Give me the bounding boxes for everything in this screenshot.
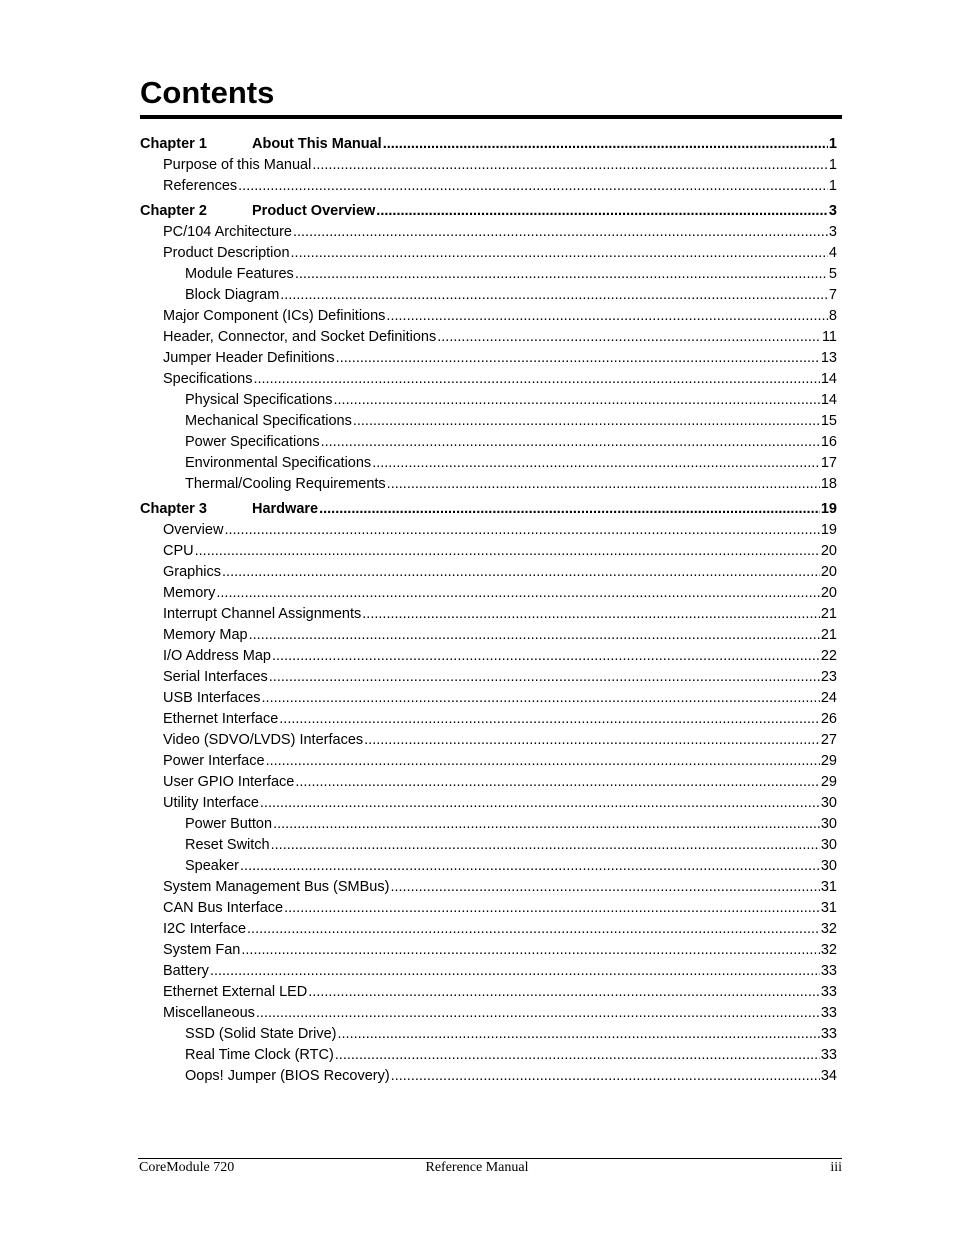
toc-page-number: 17 <box>820 455 837 471</box>
toc-entry[interactable] <box>140 285 837 306</box>
toc-chapter-number: Chapter 3 <box>140 501 207 517</box>
toc-dot-leader <box>216 583 819 604</box>
toc-entry-title: Miscellaneous <box>163 1005 255 1021</box>
toc-entry[interactable] <box>140 898 837 919</box>
toc-entry[interactable] <box>140 541 837 562</box>
toc-page-number: 14 <box>820 371 837 387</box>
toc-page-number: 20 <box>820 585 837 601</box>
toc-page-number: 31 <box>820 900 837 916</box>
toc-page-number: 32 <box>820 942 837 958</box>
toc-entry-title: Purpose of this Manual <box>163 157 312 173</box>
toc-entry-title: Hardware <box>252 501 319 517</box>
toc-chapter-entry[interactable] <box>140 499 837 520</box>
toc-entry[interactable] <box>140 583 837 604</box>
toc-page-number: 8 <box>828 308 837 324</box>
toc-page-number: 29 <box>820 753 837 769</box>
toc-page-number: 15 <box>820 413 837 429</box>
toc-entry-title: Memory <box>163 585 216 601</box>
toc-entry-title: System Management Bus (SMBus) <box>163 879 390 895</box>
toc-entry[interactable] <box>140 1066 837 1087</box>
toc-page-number: 1 <box>828 178 837 194</box>
toc-dot-leader <box>386 306 828 327</box>
toc-entry-title: PC/104 Architecture <box>163 224 292 240</box>
toc-page-number: 33 <box>820 1047 837 1063</box>
toc-entry-title: Block Diagram <box>185 287 280 303</box>
toc-dot-leader <box>312 155 828 176</box>
toc-dot-leader <box>376 201 828 222</box>
toc-entry-title: Power Button <box>185 816 273 832</box>
toc-dot-leader <box>240 856 820 877</box>
toc-dot-leader <box>295 264 828 285</box>
toc-dot-leader <box>335 1045 820 1066</box>
page-title: Contents <box>140 75 275 110</box>
toc-dot-leader <box>293 222 828 243</box>
toc-dot-leader <box>238 176 828 197</box>
toc-entry[interactable] <box>140 667 837 688</box>
toc-page-number: 4 <box>828 245 837 261</box>
toc-entry-title: User GPIO Interface <box>163 774 295 790</box>
toc-page-number: 18 <box>820 476 837 492</box>
toc-dot-leader <box>210 961 820 982</box>
toc-entry-title: Ethernet External LED <box>163 984 308 1000</box>
toc-entry[interactable] <box>140 327 837 348</box>
toc-entry[interactable] <box>140 474 837 495</box>
toc-dot-leader <box>260 793 820 814</box>
toc-page-number: 33 <box>820 984 837 1000</box>
toc-entry-title: Reset Switch <box>185 837 270 853</box>
toc-entry-title: Memory Map <box>163 627 248 643</box>
toc-entry[interactable] <box>140 176 837 197</box>
toc-entry[interactable] <box>140 940 837 961</box>
toc-entry[interactable] <box>140 264 837 285</box>
toc-entry-title: Video (SDVO/LVDS) Interfaces <box>163 732 364 748</box>
toc-dot-leader <box>387 474 820 495</box>
toc-entry[interactable] <box>140 961 837 982</box>
toc-page-number: 16 <box>820 434 837 450</box>
toc-page-number: 13 <box>820 350 837 366</box>
toc-entry[interactable] <box>140 411 837 432</box>
toc-entry[interactable] <box>140 688 837 709</box>
footer-document-title: Reference Manual <box>425 1160 529 1175</box>
toc-entry-title: Utility Interface <box>163 795 259 811</box>
toc-entry-title: System Fan <box>163 942 241 958</box>
toc-entry[interactable] <box>140 1024 837 1045</box>
toc-entry-title: Power Specifications <box>185 434 320 450</box>
toc-chapter-number: Chapter 2 <box>140 203 207 219</box>
toc-dot-leader <box>266 751 820 772</box>
toc-dot-leader <box>437 327 821 348</box>
toc-page-number: 30 <box>820 858 837 874</box>
toc-page-number: 30 <box>820 795 837 811</box>
toc-entry[interactable] <box>140 348 837 369</box>
toc-entry[interactable] <box>140 243 837 264</box>
toc-entry[interactable] <box>140 814 837 835</box>
toc-page-number: 30 <box>820 837 837 853</box>
toc-dot-leader <box>390 877 819 898</box>
toc-dot-leader <box>284 898 820 919</box>
toc-dot-leader <box>338 1024 820 1045</box>
toc-dot-leader <box>253 369 819 390</box>
toc-entry-title: CPU <box>163 543 194 559</box>
toc-dot-leader <box>222 562 820 583</box>
toc-entry-title: Overview <box>163 522 224 538</box>
toc-entry-title: Physical Specifications <box>185 392 333 408</box>
toc-entry[interactable] <box>140 709 837 730</box>
toc-dot-leader <box>256 1003 820 1024</box>
toc-page-number: 5 <box>828 266 837 282</box>
toc-dot-leader <box>279 709 820 730</box>
toc-entry-title: USB Interfaces <box>163 690 261 706</box>
toc-entry[interactable] <box>140 155 837 176</box>
toc-entry-title: Module Features <box>185 266 294 282</box>
toc-entry-title: About This Manual <box>252 136 382 152</box>
toc-entry[interactable] <box>140 562 837 583</box>
toc-dot-leader <box>273 814 820 835</box>
toc-dot-leader <box>383 134 828 155</box>
toc-page-number: 14 <box>820 392 837 408</box>
toc-entry-title: Speaker <box>185 858 240 874</box>
toc-chapter-entry[interactable] <box>140 134 837 155</box>
toc-page-number: 22 <box>820 648 837 664</box>
toc-page-number: 32 <box>820 921 837 937</box>
toc-entry-title: Interrupt Channel Assignments <box>163 606 362 622</box>
toc-page-number: 30 <box>820 816 837 832</box>
toc-entry[interactable] <box>140 835 837 856</box>
toc-entry[interactable] <box>140 453 837 474</box>
toc-page-number: 33 <box>820 963 837 979</box>
table-of-contents <box>140 134 837 1087</box>
toc-page-number: 34 <box>820 1068 837 1084</box>
toc-dot-leader <box>308 982 820 1003</box>
toc-entry-title: References <box>163 178 238 194</box>
toc-dot-leader <box>241 940 820 961</box>
toc-entry-title: Jumper Header Definitions <box>163 350 335 366</box>
toc-dot-leader <box>271 835 820 856</box>
toc-entry-title: Major Component (ICs) Definitions <box>163 308 386 324</box>
toc-entry[interactable] <box>140 369 837 390</box>
toc-page-number: 33 <box>820 1005 837 1021</box>
toc-entry[interactable] <box>140 772 837 793</box>
toc-dot-leader <box>247 919 820 940</box>
toc-chapter-number: Chapter 1 <box>140 136 207 152</box>
toc-dot-leader <box>280 285 828 306</box>
toc-entry[interactable] <box>140 520 837 541</box>
toc-entry[interactable] <box>140 877 837 898</box>
toc-entry[interactable] <box>140 432 837 453</box>
toc-entry[interactable] <box>140 604 837 625</box>
toc-dot-leader <box>291 243 828 264</box>
toc-page-number: 21 <box>820 606 837 622</box>
toc-page-number: 27 <box>820 732 837 748</box>
title-rule <box>140 115 842 119</box>
toc-entry-title: Product Overview <box>252 203 376 219</box>
toc-entry[interactable] <box>140 306 837 327</box>
toc-entry[interactable] <box>140 856 837 877</box>
toc-dot-leader <box>262 688 820 709</box>
toc-entry-title: Thermal/Cooling Requirements <box>185 476 386 492</box>
toc-entry[interactable] <box>140 1045 837 1066</box>
toc-dot-leader <box>269 667 820 688</box>
toc-entry-title: Power Interface <box>163 753 265 769</box>
toc-entry-title: Oops! Jumper (BIOS Recovery) <box>185 1068 390 1084</box>
toc-page-number: 7 <box>828 287 837 303</box>
toc-entry-title: Graphics <box>163 564 222 580</box>
toc-entry[interactable] <box>140 625 837 646</box>
toc-entry-title: I2C Interface <box>163 921 247 937</box>
toc-dot-leader <box>295 772 820 793</box>
toc-page-number: 19 <box>820 501 837 517</box>
toc-entry-title: Real Time Clock (RTC) <box>185 1047 334 1063</box>
toc-entry[interactable] <box>140 222 837 243</box>
toc-dot-leader <box>249 625 820 646</box>
toc-page-number: 20 <box>820 564 837 580</box>
toc-dot-leader <box>362 604 820 625</box>
toc-dot-leader <box>319 499 820 520</box>
toc-entry[interactable] <box>140 390 837 411</box>
toc-page-number: 21 <box>820 627 837 643</box>
toc-entry[interactable] <box>140 730 837 751</box>
toc-entry[interactable] <box>140 1003 837 1024</box>
toc-entry-title: Environmental Specifications <box>185 455 372 471</box>
toc-dot-leader <box>364 730 820 751</box>
toc-entry[interactable] <box>140 982 837 1003</box>
toc-entry-title: Mechanical Specifications <box>185 413 352 429</box>
toc-page-number: 3 <box>828 224 837 240</box>
toc-entry[interactable] <box>140 793 837 814</box>
toc-dot-leader <box>272 646 820 667</box>
toc-page-number: 23 <box>820 669 837 685</box>
toc-dot-leader <box>195 541 820 562</box>
toc-chapter-entry[interactable] <box>140 201 837 222</box>
toc-dot-leader <box>391 1066 820 1087</box>
footer-page-number: iii <box>830 1160 842 1175</box>
toc-page-number: 24 <box>820 690 837 706</box>
toc-entry-title: Header, Connector, and Socket Definitions <box>163 329 437 345</box>
toc-dot-leader <box>224 520 819 541</box>
toc-dot-leader <box>353 411 820 432</box>
toc-dot-leader <box>321 432 820 453</box>
toc-entry-title: SSD (Solid State Drive) <box>185 1026 337 1042</box>
toc-entry[interactable] <box>140 919 837 940</box>
toc-entry-title: Serial Interfaces <box>163 669 268 685</box>
toc-page-number: 33 <box>820 1026 837 1042</box>
toc-entry-title: Battery <box>163 963 209 979</box>
toc-entry-title: I/O Address Map <box>163 648 271 664</box>
toc-dot-leader <box>372 453 820 474</box>
toc-dot-leader <box>334 390 820 411</box>
toc-page-number: 11 <box>821 329 837 345</box>
toc-entry-title: Specifications <box>163 371 253 387</box>
footer-product-name: CoreModule 720 <box>139 1160 235 1175</box>
toc-dot-leader <box>336 348 820 369</box>
toc-page-number: 19 <box>820 522 837 538</box>
toc-page-number: 31 <box>820 879 837 895</box>
toc-page-number: 26 <box>820 711 837 727</box>
toc-entry-title: CAN Bus Interface <box>163 900 284 916</box>
toc-page-number: 20 <box>820 543 837 559</box>
toc-entry[interactable] <box>140 751 837 772</box>
toc-entry[interactable] <box>140 646 837 667</box>
toc-page-number: 1 <box>828 157 837 173</box>
toc-entry-title: Product Description <box>163 245 290 261</box>
toc-page-number: 3 <box>828 203 837 219</box>
toc-page-number: 1 <box>828 136 837 152</box>
toc-page-number: 29 <box>820 774 837 790</box>
toc-entry-title: Ethernet Interface <box>163 711 279 727</box>
